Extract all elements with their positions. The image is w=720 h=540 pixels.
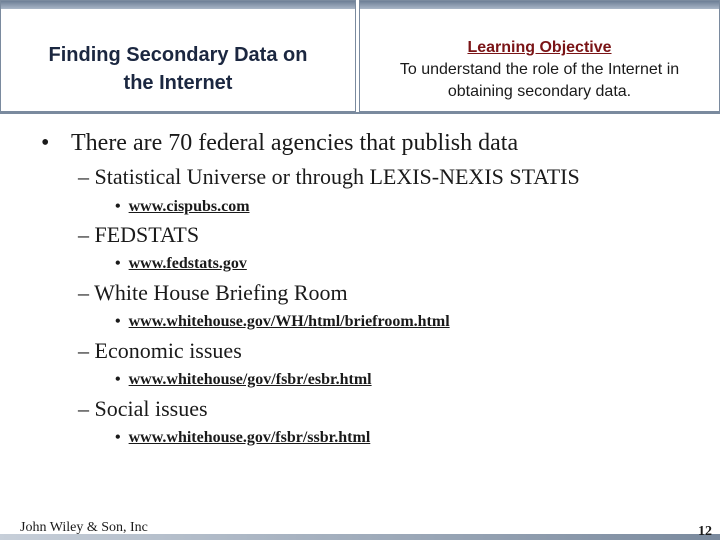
learning-objective-title: Learning Objective [467, 39, 612, 56]
sub-item-link[interactable]: www.whitehouse.gov/fsbr/ssbr.html [128, 429, 371, 446]
page-title [1, 41, 355, 97]
objective-line-2: obtaining secondary data. [447, 83, 632, 100]
bullet-icon: • [115, 255, 121, 272]
sub-item-link[interactable]: www.whitehouse.gov/WH/html/briefroom.html [128, 313, 450, 330]
sub-item-link-row [115, 428, 370, 448]
bullet-icon: • [115, 313, 121, 330]
learning-objective-panel [359, 0, 720, 112]
bullet-icon: • [115, 429, 121, 446]
title-line-1: Finding Secondary Data on [48, 44, 308, 66]
header-title-panel [0, 0, 356, 112]
sub-item-label: – FEDSTATS [78, 222, 200, 247]
sub-item-link[interactable]: www.whitehouse/gov/fsbr/esbr.html [128, 371, 372, 388]
page-number: 12 [698, 524, 712, 539]
objective-line-1: To understand the role of the Internet in [399, 61, 680, 78]
bullet-icon: • [115, 371, 121, 388]
sub-item-label: – Social issues [78, 396, 208, 421]
bullet-icon: • [115, 198, 121, 215]
learning-objective-text [368, 59, 711, 103]
sub-item-label: – White House Briefing Room [78, 280, 348, 305]
sub-item-link-row [115, 312, 450, 332]
bullet-icon: • [41, 130, 50, 156]
footer-publisher: John Wiley & Son, Inc [20, 520, 148, 535]
main-bullet-text: There are 70 federal agencies that publish data [71, 130, 519, 156]
sub-item-link-row [115, 197, 250, 217]
sub-item-link[interactable]: www.fedstats.gov [128, 255, 247, 272]
title-line-2: the Internet [123, 72, 233, 94]
sub-item-link[interactable]: www.cispubs.com [128, 198, 250, 215]
sub-item-link-row [115, 254, 247, 274]
sub-item-link-row [115, 370, 372, 390]
header-strip [1, 1, 355, 9]
header-strip [360, 1, 719, 9]
header-divider [0, 112, 720, 114]
sub-item-label: – Economic issues [78, 338, 242, 363]
sub-item-label: – Statistical Universe or through LEXIS-NEXIS STATIS [78, 164, 580, 189]
